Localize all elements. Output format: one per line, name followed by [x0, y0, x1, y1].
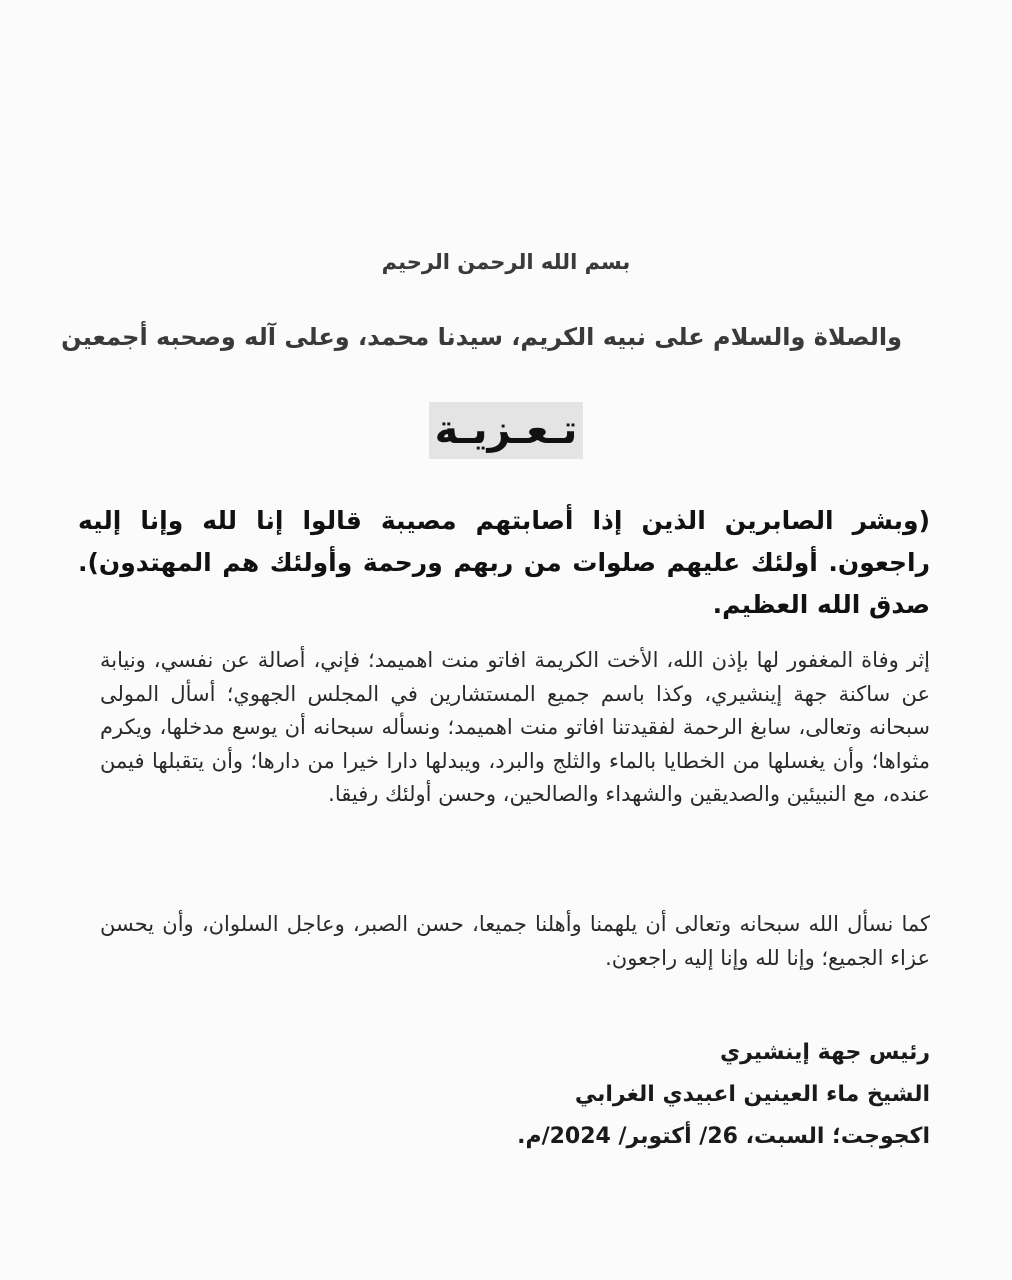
place-and-date: اكجوجت؛ السبت، 26/ أكتوبر/ 2024/م.	[517, 1124, 930, 1149]
page-title: تـعـزيـة	[429, 402, 584, 459]
signature-block	[370, 1032, 930, 1158]
condolence-paragraph-1: إثر وفاة المغفور لها بإذن الله، الأخت الكريمة افاتو منت اهميمد؛ فإني، أصالة عن نفسي، ونيابة عن ساكنة جهة إينشيري، وكذا باسم جميع المستشارين في المجلس الجهوي؛ أسأل المولى سبحانه وتعالى، سابغ الرحمة لفقيدتنا افاتو منت اهميمد؛ ونسأله سبحانه أن يوسع مدخلها، ويكرم مثواها؛ وأن يغسلها من الخطايا بالماء والثلج والبرد، ويبدلها دارا خيرا من دارها؛ وأن يتقبلها فيمن عنده، مع النبيئين والصديقين والشهداء والصالحين، وحسن أولئك رفيقا.	[100, 648, 930, 806]
salat-line: والصلاة والسلام على نبيه الكريم، سيدنا محمد، وعلى آله وصحبه أجمعين	[61, 323, 902, 351]
signatory-position: رئيس جهة إينشيري	[719, 1040, 930, 1065]
basmala: بسم الله الرحمن الرحيم	[381, 250, 631, 274]
quran-verse: (وبشر الصابرين الذين إذا أصابتهم مصيبة قالوا إنا لله وإنا إليه راجعون. أولئك عليهم صلوات من ربهم ورحمة وأولئك هم المهتدون). صدق الله العظيم.	[78, 506, 930, 619]
signatory-name: الشيخ ماء العينين اعبيدي الغرابي	[574, 1082, 930, 1107]
condolence-paragraph-2: كما نسأل الله سبحانه وتعالى أن يلهمنا وأهلنا جميعا، حسن الصبر، وعاجل السلوان، وأن يحسن عزاء الجميع؛ وإنا لله وإنا إليه راجعون.	[100, 912, 930, 970]
title-container	[0, 402, 1012, 459]
